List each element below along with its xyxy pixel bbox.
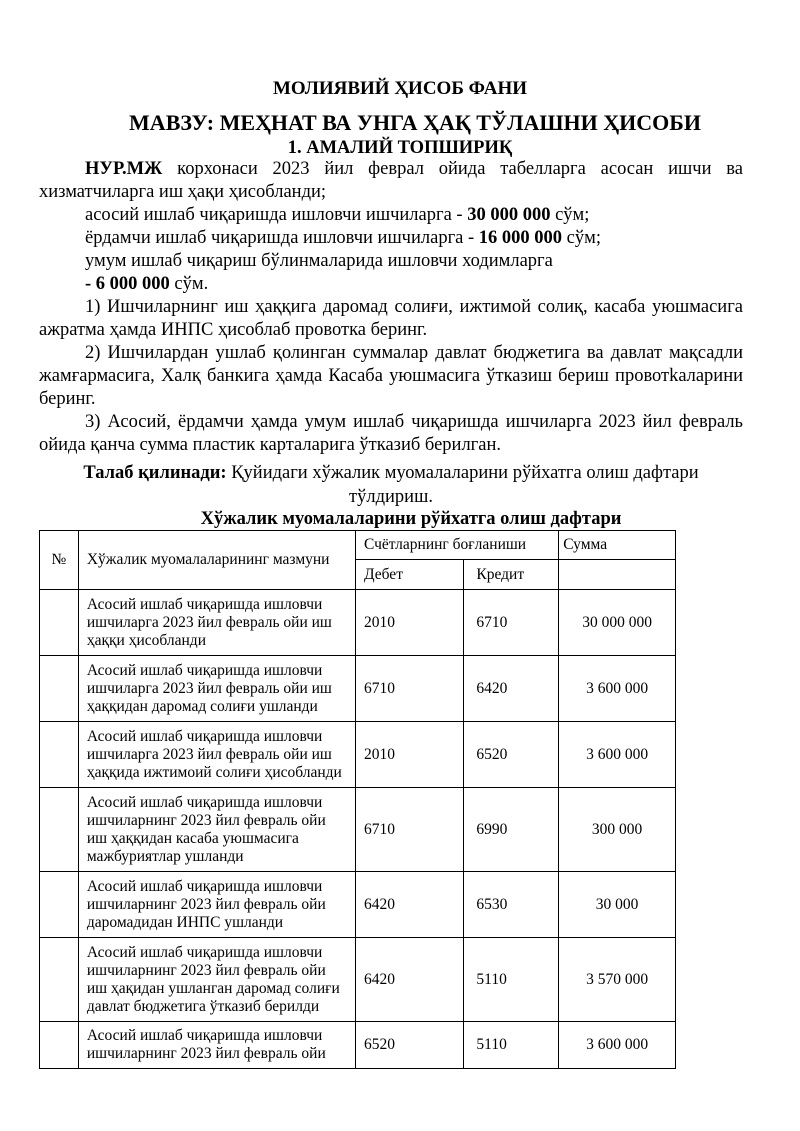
row-desc-line: Асосий ишлаб чиқаришда ишловчи — [86, 595, 323, 613]
item-2-amount: 16 000 000 — [478, 228, 563, 248]
journal-table — [39, 530, 676, 1069]
row-credit: 6990 — [464, 788, 559, 872]
item-3-amount-line — [39, 273, 743, 296]
table-row — [40, 1022, 676, 1069]
row-credit: 6420 — [464, 656, 559, 722]
row-no — [40, 656, 79, 722]
row-credit: 6710 — [464, 590, 559, 656]
requirement-block — [39, 461, 743, 509]
task-3-line-1: 3) Асосий, ёрдамчи ҳамда умум ишлаб чиқаришда ишчиларга 2023 йил февраль — [85, 412, 743, 432]
row-desc-line: ишчиларга 2023 йил февраль ойи иш — [86, 745, 332, 763]
row-sum: 30 000 000 — [559, 590, 676, 656]
company-name: НУР.МЖ — [85, 159, 163, 179]
item-3-prefix: - — [85, 274, 96, 294]
row-debit: 6520 — [355, 1022, 463, 1069]
table-header-row-1 — [40, 531, 676, 560]
row-desc — [78, 938, 355, 1022]
task-2-line-2: жамғармасига, Халқ банкига ҳамда Касаба уюшмасига ўтказиш бериш провотkaларини — [39, 366, 743, 386]
row-credit: 6520 — [464, 722, 559, 788]
row-desc-line: давлат бюджетига ўтказиб берилди — [86, 997, 320, 1015]
item-1-amount: 30 000 000 — [467, 205, 551, 225]
task-1-line-1: 1) Ишчиларнинг иш ҳаққига даромад солиғи, ижтимой солиқ, касаба уюшмасига — [85, 297, 743, 317]
row-debit: 2010 — [355, 590, 463, 656]
table-row — [40, 788, 676, 872]
table-row — [40, 590, 676, 656]
row-desc-line: Асосий ишлаб чиқаришда ишловчи — [86, 877, 323, 895]
row-no — [40, 590, 79, 656]
item-1 — [39, 204, 743, 227]
header-no: № — [40, 531, 79, 590]
table-row — [40, 938, 676, 1022]
row-desc-line: Асосий ишлаб чиқаришда ишловчи — [86, 661, 323, 679]
row-desc-line: иш ҳаққидан касаба уюшмасига — [86, 829, 299, 847]
row-no — [40, 788, 79, 872]
row-desc-line: ишчиларга 2023 йил февраль ойи иш — [86, 679, 332, 697]
table-row — [40, 722, 676, 788]
row-desc-line: ҳаққи ҳисобланди — [86, 631, 206, 649]
item-3-amount: 6 000 000 — [95, 274, 170, 294]
row-desc — [78, 722, 355, 788]
row-sum: 30 000 — [559, 872, 676, 938]
task-2-line-1: 2) Ишчилардан ушлаб қолинган суммалар давлат бюджетига ва давлат мақсадли — [85, 343, 743, 363]
item-1-text: асосий ишлаб чиқаришда ишловчи ишчиларга - — [85, 205, 468, 225]
row-sum: 300 000 — [559, 788, 676, 872]
row-debit: 6710 — [355, 788, 463, 872]
row-credit: 6530 — [464, 872, 559, 938]
row-desc-line: Асосий ишлаб чиқаришда ишловчи — [86, 943, 323, 961]
row-sum: 3 600 000 — [559, 656, 676, 722]
row-desc — [78, 788, 355, 872]
row-debit: 2010 — [355, 722, 463, 788]
row-credit: 5110 — [464, 1022, 559, 1069]
task-1-line-2: ажратма ҳамда ИНПС ҳисоблаб провотка беринг. — [39, 320, 428, 340]
row-sum: 3 570 000 — [559, 938, 676, 1022]
requirement-line-2: тўлдириш. — [349, 487, 433, 507]
row-desc-line: ишчиларнинг 2023 йил февраль ойи — [86, 895, 326, 913]
requirement-label: Талаб қилинади: — [83, 463, 227, 483]
row-desc-line: Асосий ишлаб чиқаришда ишловчи — [86, 727, 323, 745]
task-2-line-3: беринг. — [39, 389, 96, 409]
header-credit: Кредит — [464, 560, 559, 590]
assignment-title: 1. АМАЛИЙ ТОПШИРИҚ — [287, 138, 513, 158]
item-3-unit: сўм. — [169, 274, 209, 294]
intro-body — [39, 158, 743, 457]
requirement-line-1 — [39, 461, 743, 485]
table-row — [40, 872, 676, 938]
row-desc — [78, 590, 355, 656]
task-3-line-2: ойида қанча сумма пластик карталарига ўтказиб берилган. — [39, 435, 502, 455]
row-debit: 6420 — [355, 872, 463, 938]
row-desc-line: мажбуриятлар ушланди — [86, 847, 244, 865]
row-no — [40, 1022, 79, 1069]
row-debit: 6420 — [355, 938, 463, 1022]
header-sum: Сумма — [559, 531, 676, 560]
item-2 — [39, 227, 743, 250]
row-debit: 6710 — [355, 656, 463, 722]
row-desc — [78, 656, 355, 722]
row-credit: 5110 — [464, 938, 559, 1022]
item-2-text: ёрдамчи ишлаб чиқаришда ишловчи ишчиларга - — [85, 228, 479, 248]
row-sum: 3 600 000 — [559, 722, 676, 788]
row-desc-line: ишчиларга 2023 йил февраль ойи иш — [86, 613, 332, 631]
item-3: умум ишлаб чиқариш бўлинмаларида ишловчи ходимларга — [85, 251, 553, 271]
intro-line-1-text: корхонаси 2023 йил феврал ойида табелларга асосан ишчи ва — [162, 159, 743, 179]
requirement-text: Қуйидаги хўжалик муомалаларини рўйхатга олиш дафтари — [226, 463, 699, 483]
row-desc-line: ишчиларнинг 2023 йил февраль ойи — [86, 1045, 326, 1062]
header-desc: Хўжалик муомалаларининг мазмуни — [78, 531, 355, 590]
topic-title: МАВЗУ: МЕҲНАТ ВА УНГА ҲАҚ ТЎЛАШНИ ҲИСОБИ — [129, 110, 701, 135]
row-desc-line: ҳаққида ижтимоий солиғи ҳисобланди — [86, 763, 342, 781]
row-desc — [78, 872, 355, 938]
item-1-unit: сўм; — [550, 205, 590, 225]
intro-line-1 — [39, 158, 743, 181]
row-desc — [78, 1022, 355, 1069]
row-no — [40, 872, 79, 938]
row-desc-line: иш ҳақидан ушланган даромад солиғи — [86, 979, 340, 997]
row-desc-line: Асосий ишлаб чиқаришда ишловчи — [86, 793, 323, 811]
row-desc-line: ишчиларнинг 2023 йил февраль ойи — [86, 811, 326, 829]
row-desc-line: ишчиларнинг 2023 йил февраль ойи — [86, 961, 326, 979]
row-no — [40, 938, 79, 1022]
subject-title: МОЛИЯВИЙ ҲИСОБ ФАНИ — [272, 78, 528, 99]
row-sum: 3 600 000 — [559, 1022, 676, 1069]
row-desc-line: даромадидан ИНПС ушланди — [86, 913, 284, 931]
item-2-unit: сўм; — [562, 228, 601, 248]
table-row — [40, 656, 676, 722]
table-title: Хўжалик муомалаларини рўйхатга олиш дафтари — [200, 509, 622, 529]
intro-line-2: хизматчиларга иш ҳақи ҳисобланди; — [39, 182, 327, 202]
row-desc-line: ҳаққидан даромад солиғи ушланди — [86, 697, 318, 715]
header-accounts: Счётларнинг боғланиши — [355, 531, 558, 560]
table-body — [40, 590, 676, 1069]
row-no — [40, 722, 79, 788]
header-sum-empty — [559, 560, 676, 590]
row-desc-line: Асосий ишлаб чиқаришда ишловчи — [86, 1027, 323, 1044]
header-debit: Дебет — [355, 560, 463, 590]
